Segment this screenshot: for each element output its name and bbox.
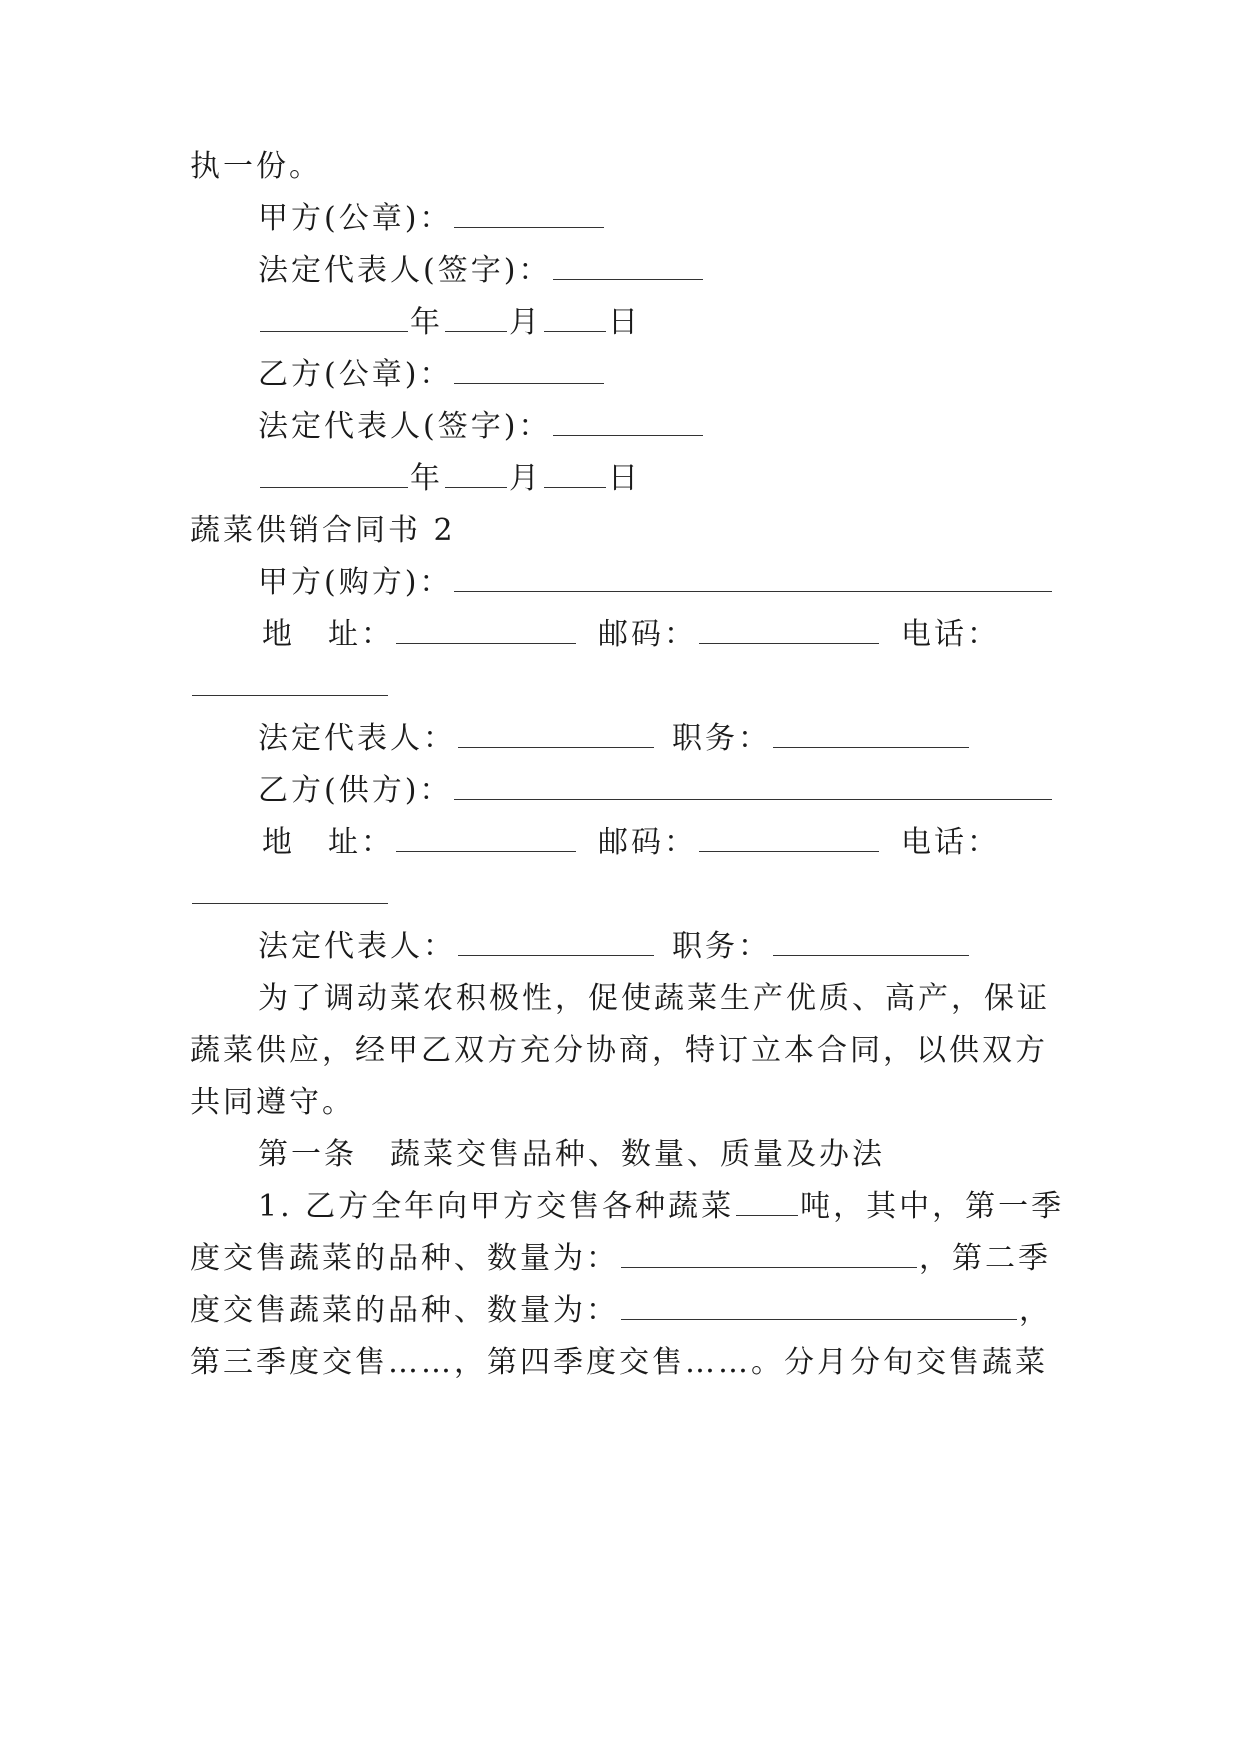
- seller-phone-continuation: [190, 875, 390, 915]
- heading: 第一条 蔬菜交售品种、数量、质量及办法: [258, 1137, 885, 1172]
- document-title: [190, 511, 456, 551]
- text: 蔬菜供应，经甲乙双方充分协商，特订立本合同，以供双方: [190, 1033, 1048, 1068]
- title: 蔬菜供销合同书 2: [190, 513, 456, 548]
- blank-field: [454, 563, 1052, 592]
- article-clause-line: [190, 1291, 1052, 1331]
- blank-field: [396, 615, 576, 644]
- text: ，: [1019, 1293, 1052, 1328]
- label: 乙方(供方)：: [258, 773, 453, 808]
- article-heading: [258, 1135, 885, 1175]
- position-label: 职务：: [672, 721, 771, 756]
- address-label: 地 址：: [262, 825, 394, 860]
- party-a-seal-line: [258, 199, 606, 239]
- party-b-seal-line: [258, 355, 606, 395]
- intro-paragraph-line: [258, 979, 1050, 1019]
- text: 共同遵守。: [190, 1085, 355, 1120]
- blank-field: [544, 459, 606, 488]
- blank-field: [260, 303, 408, 332]
- intro-paragraph-line: [190, 1031, 1048, 1071]
- text: 吨，其中，第一季: [800, 1189, 1065, 1224]
- article-clause-line: [190, 1343, 1048, 1383]
- postcode-label: 邮码：: [598, 617, 697, 652]
- blank-field: [773, 719, 969, 748]
- text: ，第二季: [919, 1241, 1051, 1276]
- buyer-phone-continuation: [190, 667, 390, 707]
- phone-label: 电话：: [901, 825, 1000, 860]
- day-label: 日: [608, 461, 641, 496]
- text: 度交售蔬菜的品种、数量为：: [190, 1293, 619, 1328]
- seller-contact-line: [262, 823, 1000, 863]
- party-a-date-line: [258, 303, 641, 343]
- text: 为了调动菜农积极性，促使蔬菜生产优质、高产，保证: [258, 981, 1050, 1016]
- label: 甲方(购方)：: [258, 565, 453, 600]
- article-clause-line: [258, 1187, 1064, 1227]
- party-b-date-line: [258, 459, 641, 499]
- blank-field: [192, 667, 388, 696]
- position-label: 职务：: [672, 929, 771, 964]
- blank-field: [458, 927, 654, 956]
- blank-field: [699, 615, 879, 644]
- blank-field: [621, 1239, 917, 1268]
- article-clause-line: [190, 1239, 1051, 1279]
- buyer-contact-line: [262, 615, 1000, 655]
- seller-rep-line: [258, 927, 971, 967]
- blank-field: [260, 459, 408, 488]
- month-label: 月: [509, 461, 542, 496]
- blank-field: [553, 407, 703, 436]
- address-label: 地 址：: [262, 617, 394, 652]
- month-label: 月: [509, 305, 542, 340]
- day-label: 日: [608, 305, 641, 340]
- label: 乙方(公章)：: [258, 357, 453, 392]
- intro-paragraph-line: [190, 1083, 355, 1123]
- label: 甲方(公章)：: [258, 201, 453, 236]
- blank-field: [192, 875, 388, 904]
- text-line: [190, 147, 322, 187]
- postcode-label: 邮码：: [598, 825, 697, 860]
- text: 1. 乙方全年向甲方交售各种蔬菜: [258, 1189, 735, 1224]
- blank-field: [454, 771, 1052, 800]
- blank-field: [553, 251, 703, 280]
- phone-label: 电话：: [901, 617, 1000, 652]
- text: 第三季度交售……，第四季度交售……。分月分旬交售蔬菜: [190, 1345, 1048, 1380]
- seller-line: [258, 771, 1054, 811]
- text: 执一份。: [190, 149, 322, 184]
- blank-field: [445, 303, 507, 332]
- blank-field: [773, 927, 969, 956]
- party-a-rep-line: [258, 251, 705, 291]
- blank-field: [544, 303, 606, 332]
- buyer-rep-line: [258, 719, 971, 759]
- year-label: 年: [410, 461, 443, 496]
- blank-field: [454, 199, 604, 228]
- blank-field: [621, 1291, 1017, 1320]
- buyer-line: [258, 563, 1054, 603]
- blank-field: [396, 823, 576, 852]
- blank-field: [458, 719, 654, 748]
- label: 法定代表人：: [258, 929, 456, 964]
- blank-field: [445, 459, 507, 488]
- year-label: 年: [410, 305, 443, 340]
- label: 法定代表人：: [258, 721, 456, 756]
- party-b-rep-line: [258, 407, 705, 447]
- blank-field: [699, 823, 879, 852]
- text: 度交售蔬菜的品种、数量为：: [190, 1241, 619, 1276]
- blank-field: [736, 1187, 798, 1216]
- label: 法定代表人(签字)：: [258, 253, 552, 288]
- blank-field: [454, 355, 604, 384]
- label: 法定代表人(签字)：: [258, 409, 552, 444]
